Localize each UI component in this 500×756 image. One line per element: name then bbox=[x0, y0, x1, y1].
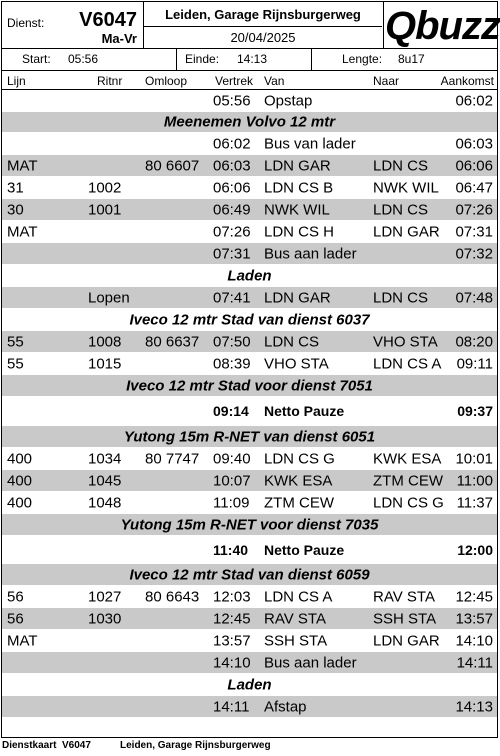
cell-naar: LDN CS bbox=[373, 157, 429, 174]
cell-vertrek: 07:26 bbox=[213, 223, 251, 240]
cell-vertrek: 14:11 bbox=[213, 698, 250, 715]
table-row bbox=[2, 287, 497, 309]
table-row bbox=[2, 492, 497, 514]
service-card bbox=[1, 1, 498, 738]
service-id-box bbox=[2, 2, 144, 48]
cell-aankomst: 06:47 bbox=[455, 179, 493, 196]
cell-naar: ZTM CEW bbox=[373, 472, 443, 489]
cell-vertrek: 07:41 bbox=[213, 289, 251, 306]
end-value: 14:13 bbox=[237, 52, 268, 66]
cell-naar: LDN GAR bbox=[373, 223, 440, 240]
service-times-bar bbox=[2, 49, 497, 71]
cell-vertrek: 07:50 bbox=[213, 333, 251, 350]
cell-van: LDN CS H bbox=[264, 223, 335, 240]
table-row bbox=[2, 133, 497, 155]
table-row bbox=[2, 353, 497, 375]
table-row bbox=[2, 177, 497, 199]
footer-location: Leiden, Garage Rijnsburgerweg bbox=[120, 740, 271, 751]
cell-van: LDN GAR bbox=[264, 157, 331, 174]
cell-ritnr: 1001 bbox=[88, 201, 122, 218]
cell-van: Bus aan lader bbox=[264, 245, 357, 262]
table-row bbox=[2, 90, 497, 112]
section-title: Iveco 12 mtr Stad voor dienst 7051 bbox=[126, 377, 373, 394]
section-row bbox=[2, 265, 497, 287]
footer-label: Dienstkaart bbox=[2, 740, 57, 751]
cell-ritnr: 1015 bbox=[88, 355, 122, 372]
section-title: Laden bbox=[227, 267, 272, 284]
section-row bbox=[2, 564, 497, 586]
cell-ritnr: Lopen bbox=[88, 289, 130, 306]
cell-aankomst: 14:13 bbox=[455, 698, 493, 715]
cell-van: LDN CS A bbox=[264, 588, 333, 605]
table-row bbox=[2, 586, 497, 608]
table-row bbox=[2, 199, 497, 221]
cell-lijn: 55 bbox=[7, 355, 24, 372]
service-label: Dienst: bbox=[7, 16, 45, 30]
cell-lijn: 400 bbox=[7, 472, 33, 489]
cell-vertrek: 12:03 bbox=[213, 588, 251, 605]
cell-aankomst: 09:37 bbox=[457, 403, 493, 419]
cell-omloop: 80 6643 bbox=[145, 588, 200, 605]
table-row bbox=[2, 652, 497, 674]
cell-naar: SSH STA bbox=[373, 610, 437, 627]
cell-ritnr: 1008 bbox=[88, 333, 122, 350]
col-lijn: Lijn bbox=[7, 74, 26, 88]
section-title: Yutong 15m R-NET voor dienst 7035 bbox=[120, 516, 379, 533]
table-row bbox=[2, 630, 497, 652]
cell-vertrek: 06:02 bbox=[213, 135, 251, 152]
qbuzz-logo: Qbuzz bbox=[385, 4, 500, 48]
cell-vertrek: 08:39 bbox=[213, 355, 251, 372]
table-row bbox=[2, 608, 497, 630]
length-label: Lengte: bbox=[342, 52, 383, 66]
section-row bbox=[2, 426, 497, 448]
cell-aankomst: 11:37 bbox=[456, 494, 493, 511]
cell-ritnr: 1048 bbox=[88, 494, 122, 511]
start-value: 05:56 bbox=[68, 52, 99, 66]
cell-van: Netto Pauze bbox=[264, 403, 345, 419]
cell-ritnr: 1030 bbox=[88, 610, 122, 627]
cell-vertrek: 05:56 bbox=[213, 92, 251, 109]
section-title: Meenemen Volvo 12 mtr bbox=[163, 113, 336, 131]
section-title: Laden bbox=[227, 676, 272, 693]
cell-lijn: 400 bbox=[7, 494, 33, 511]
col-ritnr: Ritnr bbox=[97, 74, 123, 88]
cell-aankomst: 12:00 bbox=[457, 541, 493, 558]
cell-ritnr: 1045 bbox=[88, 472, 122, 489]
cell-van: LDN CS G bbox=[264, 450, 335, 467]
cell-vertrek: 09:14 bbox=[213, 403, 249, 419]
col-aankomst: Aankomst bbox=[440, 74, 494, 88]
cell-van: Opstap bbox=[264, 92, 313, 109]
cell-van: Bus aan lader bbox=[264, 654, 357, 671]
service-date: 20/04/2025 bbox=[230, 30, 296, 45]
cell-aankomst: 12:45 bbox=[455, 588, 493, 605]
start-label: Start: bbox=[22, 52, 51, 66]
card-header bbox=[2, 2, 500, 49]
cell-vertrek: 06:49 bbox=[213, 201, 251, 218]
section-title: Iveco 12 mtr Stad van dienst 6037 bbox=[129, 311, 370, 328]
cell-aankomst: 07:26 bbox=[455, 201, 493, 218]
cell-ritnr: 1034 bbox=[88, 450, 122, 467]
cell-naar: VHO STA bbox=[373, 333, 438, 350]
section-title: Yutong 15m R-NET van dienst 6051 bbox=[123, 428, 376, 445]
end-cell bbox=[177, 49, 312, 70]
section-row bbox=[2, 514, 497, 536]
cell-naar: NWK WIL bbox=[373, 179, 439, 196]
cell-aankomst: 10:01 bbox=[455, 450, 493, 467]
garage-location: Leiden, Garage Rijnsburgerweg bbox=[144, 2, 382, 27]
cell-naar: KWK ESA bbox=[373, 450, 442, 467]
cell-van: LDN GAR bbox=[264, 289, 331, 306]
cell-naar: LDN CS bbox=[373, 201, 429, 218]
length-cell bbox=[312, 49, 497, 70]
cell-van: Netto Pauze bbox=[264, 541, 345, 558]
cell-aankomst: 06:02 bbox=[455, 92, 493, 109]
cell-aankomst: 06:06 bbox=[455, 157, 493, 174]
table-row bbox=[2, 448, 497, 470]
cell-omloop: 80 6637 bbox=[145, 333, 200, 350]
length-value: 8u17 bbox=[398, 52, 425, 66]
cell-lijn: 56 bbox=[7, 610, 24, 627]
cell-lijn: MAT bbox=[7, 632, 38, 649]
section-row bbox=[2, 674, 497, 696]
section-row bbox=[2, 309, 497, 331]
table-row bbox=[2, 221, 497, 243]
cell-aankomst: 13:57 bbox=[455, 610, 493, 627]
cell-lijn: 55 bbox=[7, 333, 24, 350]
cell-aankomst: 07:48 bbox=[455, 289, 493, 306]
cell-van: VHO STA bbox=[264, 355, 329, 372]
cell-aankomst: 14:10 bbox=[455, 632, 493, 649]
cell-omloop: 80 7747 bbox=[145, 450, 200, 467]
table-row bbox=[2, 243, 497, 265]
cell-vertrek: 10:07 bbox=[213, 472, 251, 489]
start-cell bbox=[2, 49, 177, 70]
cell-van: RAV STA bbox=[264, 610, 326, 627]
cell-aankomst: 11:00 bbox=[456, 472, 493, 489]
cell-vertrek: 14:10 bbox=[213, 654, 251, 671]
table-row bbox=[2, 331, 497, 353]
cell-naar: LDN CS bbox=[373, 289, 429, 306]
table-row bbox=[2, 696, 497, 718]
cell-vertrek: 06:03 bbox=[213, 157, 251, 174]
cell-vertrek: 11:40 bbox=[213, 541, 249, 558]
cell-lijn: MAT bbox=[7, 223, 38, 240]
col-omloop: Omloop bbox=[145, 74, 188, 88]
location-date-box bbox=[144, 2, 384, 48]
cell-vertrek: 12:45 bbox=[213, 610, 251, 627]
cell-lijn: MAT bbox=[7, 157, 38, 174]
section-row bbox=[2, 375, 497, 397]
footer-number: V6047 bbox=[62, 740, 91, 751]
cell-van: SSH STA bbox=[264, 632, 328, 649]
cell-lijn: 31 bbox=[7, 179, 24, 196]
trip-table bbox=[2, 90, 497, 718]
cell-lijn: 30 bbox=[7, 201, 24, 218]
cell-omloop: 80 6607 bbox=[145, 157, 200, 174]
cell-vertrek: 13:57 bbox=[213, 632, 251, 649]
cell-aankomst: 06:03 bbox=[455, 135, 493, 152]
section-title: Iveco 12 mtr Stad van dienst 6059 bbox=[129, 566, 370, 583]
cell-aankomst: 14:11 bbox=[456, 654, 493, 671]
cell-lijn: 56 bbox=[7, 588, 24, 605]
col-van: Van bbox=[264, 74, 285, 88]
column-header-row bbox=[2, 71, 497, 90]
col-vertrek: Vertrek bbox=[215, 74, 254, 88]
cell-van: Afstap bbox=[264, 698, 307, 715]
cell-vertrek: 11:09 bbox=[213, 494, 250, 511]
cell-aankomst: 07:32 bbox=[455, 245, 493, 262]
cell-lijn: 400 bbox=[7, 450, 33, 467]
table-row bbox=[2, 155, 497, 177]
cell-naar: LDN CS A bbox=[373, 355, 442, 372]
cell-naar: LDN CS G bbox=[373, 494, 444, 511]
cell-naar: RAV STA bbox=[373, 588, 435, 605]
cell-vertrek: 09:40 bbox=[213, 450, 251, 467]
section-row bbox=[2, 112, 497, 133]
cell-aankomst: 08:20 bbox=[455, 333, 493, 350]
cell-van: KWK ESA bbox=[264, 472, 333, 489]
pause-row bbox=[2, 536, 497, 564]
cell-van: NWK WIL bbox=[264, 201, 330, 218]
cell-naar: LDN GAR bbox=[373, 632, 440, 649]
service-number: V6047 bbox=[79, 9, 137, 31]
col-naar: Naar bbox=[373, 74, 400, 88]
table-row bbox=[2, 470, 497, 492]
cell-van: ZTM CEW bbox=[264, 494, 334, 511]
cell-vertrek: 07:31 bbox=[213, 245, 251, 262]
cell-ritnr: 1002 bbox=[88, 179, 122, 196]
end-label: Einde: bbox=[185, 52, 220, 66]
cell-aankomst: 07:31 bbox=[455, 223, 493, 240]
service-days: Ma-Vr bbox=[101, 31, 137, 46]
cell-aankomst: 09:11 bbox=[456, 355, 493, 372]
cell-van: LDN CS B bbox=[264, 179, 334, 196]
cell-vertrek: 06:06 bbox=[213, 179, 251, 196]
cell-van: Bus van lader bbox=[264, 135, 356, 152]
pause-row bbox=[2, 397, 497, 426]
cell-ritnr: 1027 bbox=[88, 588, 122, 605]
cell-van: LDN CS bbox=[264, 333, 320, 350]
